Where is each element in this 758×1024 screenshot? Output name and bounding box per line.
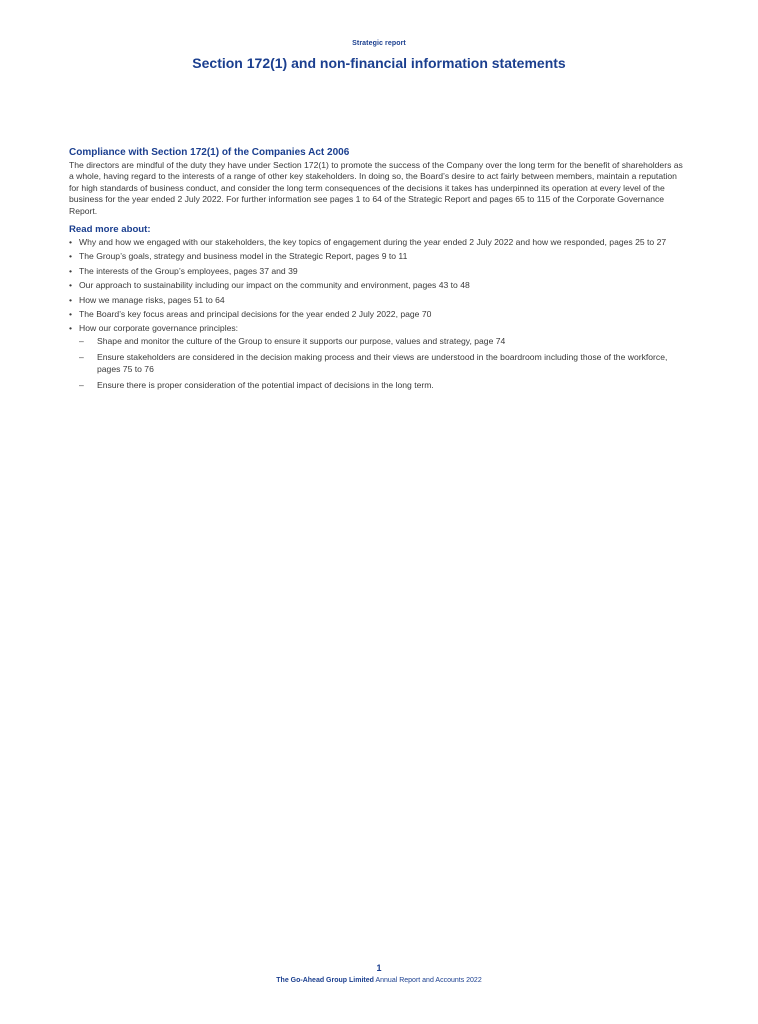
read-more-list bbox=[69, 237, 685, 391]
footer-company: The Go-Ahead Group Limited bbox=[276, 977, 374, 984]
list-item bbox=[69, 251, 685, 262]
sub-list-item bbox=[69, 352, 685, 375]
list-item-text: Why and how we engaged with our stakeholders, the key topics of engagement during the year ended 2 July 2022 and how we responded, pages 25 to 27 bbox=[79, 237, 667, 248]
list-item-text: How we manage risks, pages 51 to 64 bbox=[79, 294, 225, 305]
list-item-text: The interests of the Group’s employees, pages 37 and 39 bbox=[79, 265, 298, 276]
list-item-text: The Group’s goals, strategy and business model in the Strategic Report, pages 9 to 11 bbox=[79, 251, 408, 262]
compliance-heading: Compliance with Section 172(1) of the Companies Act 2006 bbox=[69, 147, 350, 158]
section-label: Strategic report bbox=[352, 40, 406, 47]
dash-icon: – bbox=[79, 335, 84, 346]
sub-list-item-text: Ensure stakeholders are considered in the decision making process and their views are understood in the boardroom including those of the workforce, pages 75 to 76 bbox=[97, 352, 668, 374]
list-item-text: Our approach to sustainability including our impact on the community and environment, pages 43 to 48 bbox=[79, 280, 470, 291]
list-item bbox=[69, 266, 685, 277]
footer bbox=[0, 977, 758, 984]
bullet-icon: • bbox=[69, 237, 73, 248]
list-item bbox=[69, 280, 685, 291]
dash-icon: – bbox=[79, 352, 84, 363]
bullet-icon: • bbox=[69, 309, 73, 320]
list-item-text: The Board’s key focus areas and principal decisions for the year ended 2 July 2022, page 70 bbox=[79, 309, 432, 320]
sub-list-item-text: Ensure there is proper consideration of the potential impact of decisions in the long term. bbox=[97, 380, 434, 391]
main-content bbox=[69, 147, 685, 397]
bullet-icon: • bbox=[69, 323, 73, 334]
read-more-heading: Read more about: bbox=[69, 224, 151, 236]
dash-icon: – bbox=[79, 380, 84, 391]
compliance-paragraph: The directors are mindful of the duty they have under Section 172(1) to promote the success of the Company over the long term for the benefit of shareholders as a whole, having regard to the interests of a range of other key stakeholders. In doing so, the Board’s desire to act fairly between members, maintain a reputation for high standards of business conduct, and consider the long term consequences of the decisions it takes has underpinned its operation at every level of the business for the year ended 2 July 2022. For further information see pages 1 to 64 of the Strategic Report and pages 65 to 115 of the Corporate Governance Report. bbox=[69, 160, 683, 216]
bullet-icon: • bbox=[69, 265, 73, 276]
bullet-icon: • bbox=[69, 280, 73, 291]
list-item bbox=[69, 237, 685, 248]
list-item bbox=[69, 323, 685, 391]
sub-list-item bbox=[69, 380, 685, 391]
list-item bbox=[69, 309, 685, 320]
page-number: 1 bbox=[376, 963, 382, 973]
bullet-icon: • bbox=[69, 294, 73, 305]
list-item-text: How our corporate governance principles: bbox=[79, 323, 239, 334]
governance-sub-list bbox=[69, 336, 685, 392]
list-item bbox=[69, 295, 685, 306]
footer-report-title: Annual Report and Accounts 2022 bbox=[373, 977, 482, 984]
bullet-icon: • bbox=[69, 251, 73, 262]
sub-list-item-text: Shape and monitor the culture of the Group to ensure it supports our purpose, values and strategy, page 74 bbox=[97, 335, 506, 346]
sub-list-item bbox=[69, 336, 685, 347]
page-title: Section 172(1) and non-financial information statements bbox=[192, 55, 566, 71]
